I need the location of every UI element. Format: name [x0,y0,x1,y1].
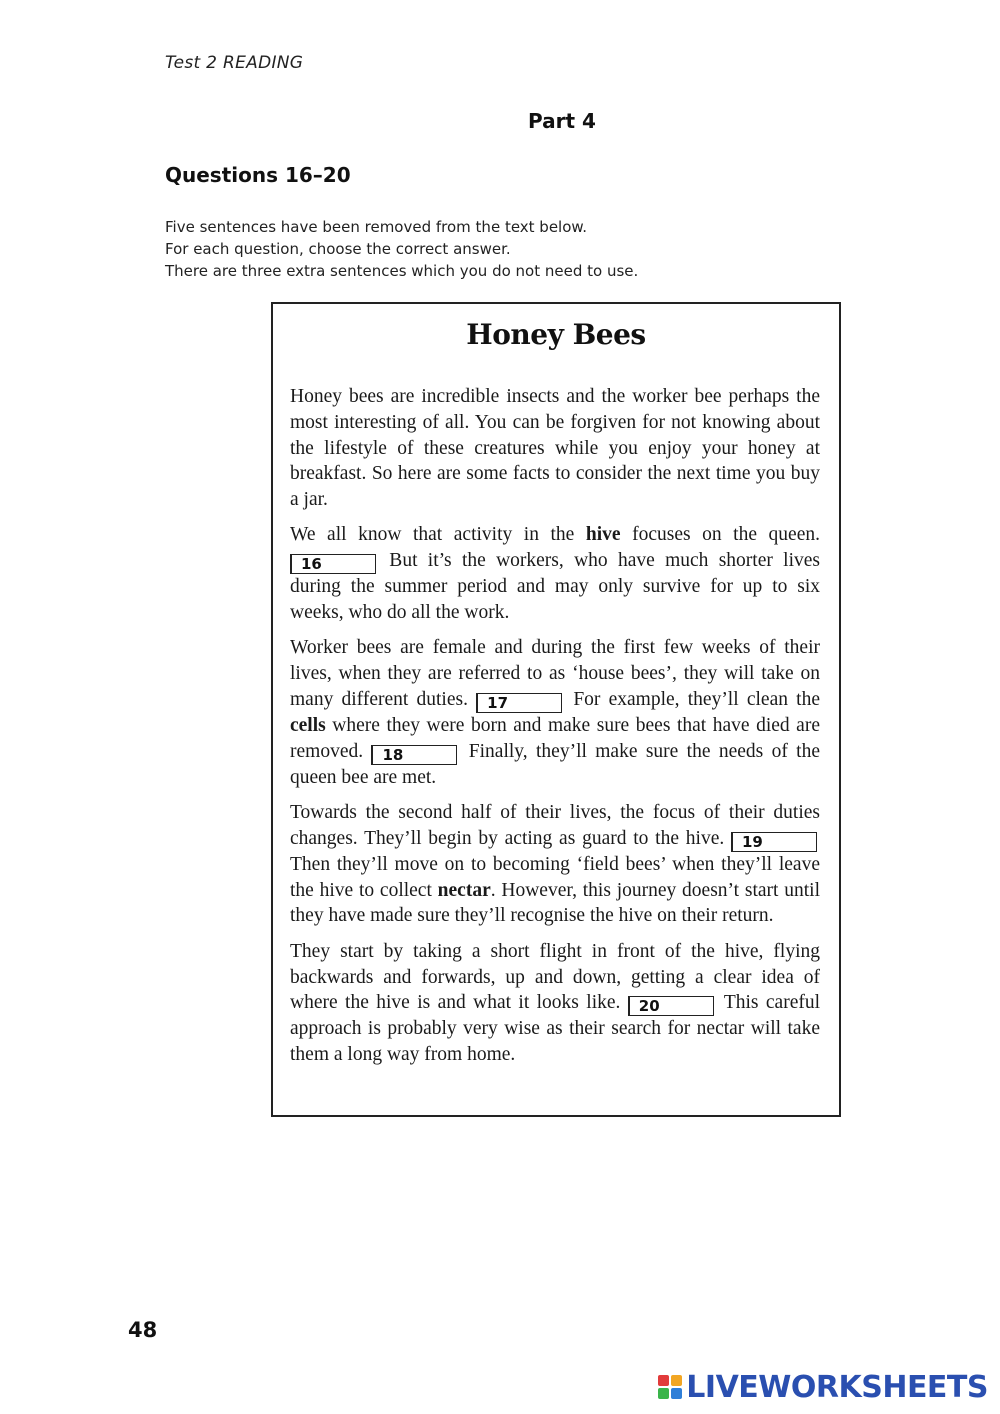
gap-18-answer-box[interactable]: 18 [371,745,457,765]
instruction-line: There are three extra sentences which you do not need to use. [165,262,639,280]
reading-passage [290,384,820,1077]
paragraph-2: We all know that activity in the hive focuses on the queen. 16 But it’s the workers, who have much shorter lives during the summer period and may only survive for up to six weeks, who do all the work. [290,524,820,624]
paragraph-1: Honey bees are incredible insects and the worker bee perhaps the most interesting of all. You can be forgiven for not knowing about the lifestyle of these creatures while you enjoy your honey at breakfast. So here are some facts to consider the next time you buy a jar. [290,386,820,511]
keyword-hive: hive [585,524,621,546]
gap-16-answer-box[interactable]: 16 [290,554,376,574]
text-title: Honey Bees [466,318,646,351]
keyword-cells: cells [290,714,326,736]
reading-text-box [271,302,841,1117]
gap-19-answer-box[interactable]: 19 [731,832,817,852]
gap-20-answer-box[interactable]: 20 [628,996,714,1016]
instruction-line: For each question, choose the correct answer. [165,240,511,258]
running-head: Test 2 READING [165,53,304,73]
liveworksheets-logo-icon [658,1375,682,1399]
paragraph-3: Worker bees are female and during the first few weeks of their lives, when they are referred to as ‘house bees’, they will take on many different duties. 17 For example, they’ll clean the cells where they were born and make sure bees that have died are removed. 18 Finally, they’ll make sure the needs of the queen bee are met. [290,637,820,788]
part-title: Part 4 [528,109,596,133]
brand-text: LIVEWORKSHEETS [686,1369,988,1405]
instructions [165,216,638,282]
keyword-nectar: nectar [437,879,491,901]
logo-square-orange [671,1375,682,1386]
gap-17-answer-box[interactable]: 17 [476,693,562,713]
instruction-line: Five sentences have been removed from the text below. [165,218,588,236]
liveworksheets-brand[interactable] [658,1370,988,1404]
paragraph-4: Towards the second half of their lives, the focus of their duties changes. They’ll begin by acting as guard to the hive. 19 Then they’ll move on to becoming ‘field bees’ when they’ll leave the hive to collect nectar. However, this journey doesn’t start until they have made sure they’ll recognise the hive on their return. [290,802,820,927]
logo-square-red [658,1375,669,1386]
questions-title: Questions 16–20 [165,163,351,187]
logo-square-blue [671,1388,682,1399]
page-number: 48 [128,1318,158,1342]
paragraph-5: They start by taking a short flight in front of the hive, flying backwards and forwards, up and down, getting a clear idea of where the hive is and what it looks like. 20 This careful approach is probably very wise as their search for nectar will take them a long way from home. [290,940,821,1066]
logo-square-green [658,1388,669,1399]
